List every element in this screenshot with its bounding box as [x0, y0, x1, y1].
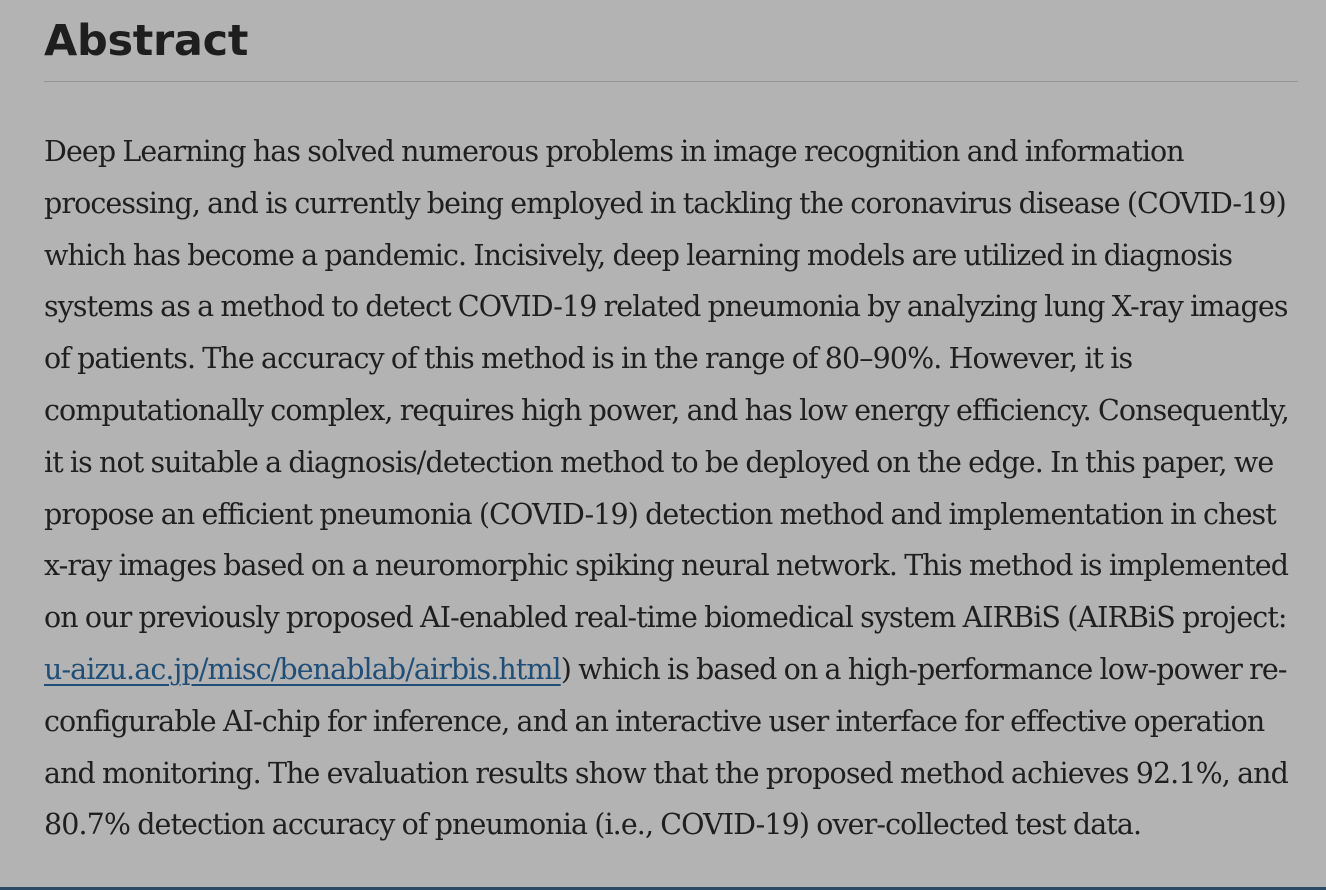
abstract-text-after-link: ) which is based on a high-performance low-power re-configurable AI-chip for inference, and an interactive user interface for effective operation and monitoring. The evaluation results show that the proposed method achieves 92.1%, and 80.7% detection accuracy of pneumonia (i.e., COVID-19) over-collected test data. — [44, 652, 1288, 842]
abstract-text-before-link: Deep Learning has solved numerous problems in image recognition and information processing, and is currently being employed in tackling the coronavirus disease (COVID-19) which has become a pandemic. Incisively, deep learning models are utilized in diagnosis systems as a method to detect COVID-19 related pneumonia by analyzing lung X-ray images of patients. The accuracy of this method is in the range of 80–90%. However, it is computationally complex, requires high power, and has low energy efficiency. Consequently, it is not suitable a diagnosis/detection method to be deployed on the edge. In this paper, we propose an efficient pneumonia (COVID-19) detection method and implementation in chest x-ray images based on a neuromorphic spiking neural network. This method is implemented on our previously proposed AI-enabled real-time biomedical system AIRBiS (AIRBiS project: — [44, 135, 1289, 635]
abstract-paragraph — [44, 126, 1298, 851]
abstract-section — [44, 0, 1298, 851]
heading-divider — [44, 81, 1298, 82]
section-heading: Abstract — [44, 16, 249, 66]
airbis-project-link[interactable]: u-aizu.ac.jp/misc/benablab/airbis.html — [44, 652, 561, 686]
